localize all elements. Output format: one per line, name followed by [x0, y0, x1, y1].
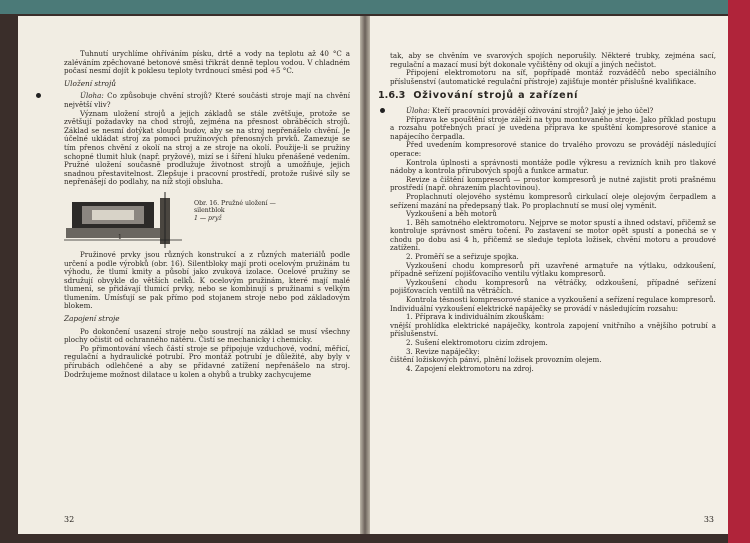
left-paragraph-3: Po dokončení usazení stroje nebo soustrojí na základ se musí všechny plochy očistit od ochranného nátěru. Čistí se mechanicky i chemicky. [64, 326, 350, 345]
bullet-icon [380, 108, 385, 113]
list-item-2: 2. Proměří se a seřizuje spojka. [406, 252, 519, 262]
right-continuation: tak, aby se chvěním ve svarových spojích neporušily. Některé trubky, zejména sací, regulační a mazací musí být dokonale vyčištěny od okují a jiných nečistot. [390, 51, 716, 69]
right-paragraph-7: Vyzkoušení chodu kompresorů při uzavřené armatuře na výtlaku, odzkoušení, případně seřízení pojišťovacího ventilu výtlaku kompresorů. [390, 260, 716, 279]
bullet-icon [36, 93, 41, 98]
figure-caption [194, 200, 276, 222]
page-right [370, 16, 728, 534]
task-block [64, 92, 350, 109]
caption-line-2: silentblok [194, 207, 225, 215]
right-paragraph-8: Vyzkoušení chodu kompresorů na větráčky, odzkoušení, případné seřízení pojišťovacích ventilů na větráčích. [390, 277, 716, 296]
right-column [378, 51, 716, 373]
list-item-4: 2. Sušení elektromotoru cizím zdrojem. [406, 338, 548, 347]
heading-ulozeni-stroju: Uložení strojů [64, 78, 116, 88]
right-paragraph-6: Vyzkoušení a běh motorů [406, 209, 497, 219]
heading-zapojeni-stroje: Zapojení stroje [64, 314, 120, 324]
right-paragraph-3: Kontrola úplnosti a správnosti montáže podle výkresu a revizních knih pro tlakové nádoby a kontrola přírubových spojů a funkce armatur. [390, 157, 716, 176]
right-paragraph-10: Individuální vyzkoušení elektrické napáječky se provádí v následujícím rozsahu: [390, 303, 679, 313]
section-number: 1.6.3 [378, 90, 406, 102]
caption-line-1: Obr. 16. Pružné uložení — [194, 199, 276, 207]
right-paragraph-4: Revize a čištění kompresorů — prostor kompresorů je nutné zajistit proti prašnému prostředí (např. ohrazením plachtovinou). [390, 174, 716, 193]
cover-edge-top [0, 0, 750, 14]
right-paragraph-5: Proplachnutí olejového systému kompresorů cirkulací oleje olejovým čerpadlem a seřízení mazání na předepsaný tlak. Po proplachnutí se musí olej vyměnit. [390, 191, 716, 210]
task-label: Úloha: [80, 91, 104, 101]
task-question: Co způsobuje chvění strojů? Které součásti stroje mají na chvění největší vliv? [64, 91, 350, 109]
right-paragraph-elektro: Připojení elektromotoru na síť, popřípadě montáž rozváděčů nebo speciálního příslušenství (automatické regulační přístroje) zajišťuje montér příslušné kvalifikace. [390, 68, 716, 86]
page-number-right: 33 [703, 515, 714, 524]
caption-line-3: 1 — pryž [194, 214, 222, 222]
book-cover-edge-right [728, 0, 750, 543]
right-paragraph-11: vnější prohlídka elektrické napáječky, kontrola zapojení vnitřního a vnějšího potrubí a příslušenství. [390, 320, 716, 339]
right-paragraph-12: čištění ložiskových pánví, plnění ložisek provozním olejem. [390, 355, 602, 365]
figure-marker: 1 [118, 233, 122, 241]
left-paragraph-1: Význam uložení strojů a jejich základů se stále zvětšuje, protože se zvětšují požadavky na chod strojů, zejména na přesnost obráběcích strojů. Základ se nesmí dotýkat sloupů budov, aby se na stroj nepřenášelo chvění. Je účelné ukládat stroj za pomoci pružinových přenosných prvků. Zamezuje se tím přenos chvění z okolí na stroj a ze stroje na okolí. Použije-li se pružiny schopné tlumit hluk (např. pryžové), mizí se i šíření hluku přenášené vedením. Pružné uložení současně prodlužuje životnost strojů a umožňuje, jejich snadnou přestavitelnost. Zlepšuje i pracovní prostředí, protože rušivé síly se nepřenášejí do podlahy, na níž stojí obsluha. [64, 108, 350, 187]
list-item-5: 3. Revize napáječky: [406, 346, 480, 356]
right-paragraph-2: Před uvedením kompresorové stanice do trvalého provozu se provádějí následující operace: [390, 140, 716, 158]
silentblock-drawing [64, 190, 182, 248]
list-item-1: 1. Běh samotného elektromotoru. Nejprve se motor spustí a ihned odstaví, přičemž se kontroluje správnost směru točení. Po zastavení se motor opět spustí a ponechá se v chodu po dobu asi 4 h, přičemž se sleduje teplota ložisek, chvění motoru a proudové zatížení. [390, 217, 716, 253]
task-label-right: Úloha: [406, 105, 430, 115]
left-paragraph-4: Po přimontování všech částí stroje se připojuje vzduchové, vodní, měřicí, regulační a hydraulické potrubí. Pro montáž potrubí je důležité, aby byly v přírubách odlehčené a aby se přídavné zatížení nepřenášelo na stroj. Dodržujeme možnost dilatace u kolen a ohybů a trubky zachycujeme [64, 343, 350, 379]
left-paragraph-2: Pružinové prvky jsou různých konstrukcí a z různých materiálů podle určení a podle výrobků (obr. 16). Silentbloky mají proti ocelovým pružinám tu výhodu, že tlumí kmity a působí jako zvuková izolace. Ocelové pružiny se sdružují obvykle do větších celků. K ocelovým pružinám, které mají malé tlumení, se přidávají tlumicí prvky, nebo se kombinují s pružinami s velkým tlumením. Umísťují se pak přímo pod stojanem stroje nebo pod základovým blokem. [64, 249, 350, 311]
section-title: Oživování strojů a zařízení [413, 90, 579, 102]
task-question-right: Kteří pracovníci provádějí oživování strojů? Jaký je jeho účel? [431, 105, 654, 115]
task-block-right [390, 107, 716, 116]
page-number-left: 32 [64, 515, 75, 524]
figure-16 [64, 190, 350, 248]
left-column [64, 50, 350, 379]
page-left [18, 16, 360, 534]
list-item-3: 1. Příprava k individuálním zkouškám: [406, 312, 545, 322]
left-intro-paragraph: Tuhnutí urychlíme ohříváním písku, drtě a vody na teplotu až 40 °C a zaléváním zpěchované betonové směsi třikrát denně teplou vodou. V chladném počasí nesmí dojít k poklesu teploty tvrdnoucí směsi pod +5 °C. [64, 49, 350, 76]
right-paragraph-9: Kontrola těsnosti kompresorové stanice a vyzkoušení a seřízení regulace kompresorů. [406, 295, 716, 305]
list-item-6: 4. Zapojení elektromotoru na zdroj. [406, 363, 534, 373]
section-heading [378, 92, 716, 101]
book-gutter [360, 16, 370, 534]
right-paragraph-1: Příprava ke spouštění stroje záleží na typu montovaného stroje. Jako příklad postupu a rozsahu potřebných prací je uvedena příprava ke spuštění kompresorové stanice a napájecího čerpadla. [390, 114, 716, 141]
